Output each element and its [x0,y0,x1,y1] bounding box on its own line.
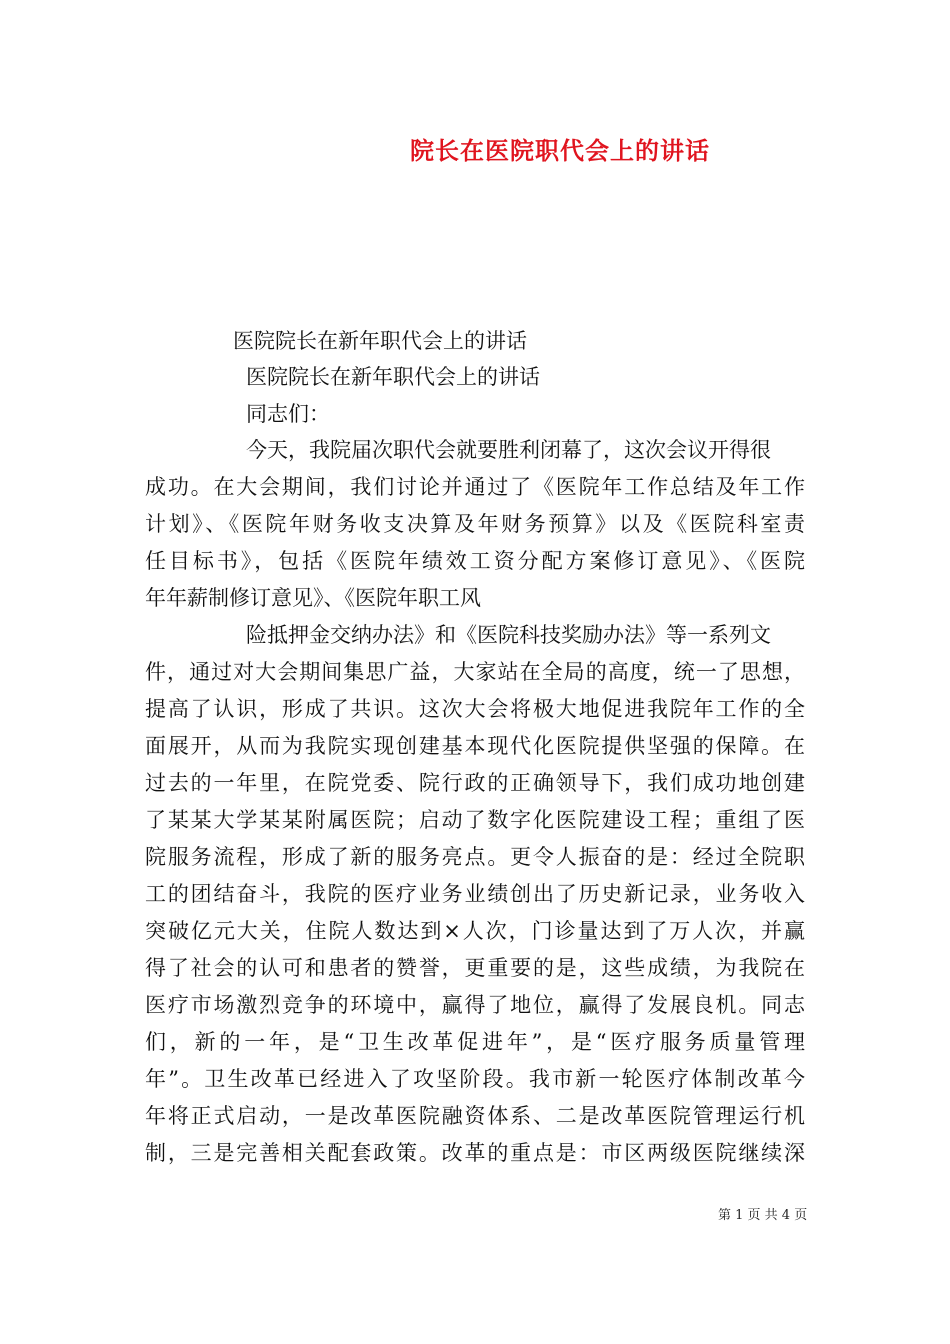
paragraph-1-line: 年年薪制修订意见》、《医院年职工风 [145,586,481,610]
paragraph-2-line: 工的团结奋斗，我院的医疗业务业绩创出了历史新记录，业务收入 [145,882,805,906]
document-title: 院长在医院职代会上的讲话 [410,136,710,165]
paragraph-2-line: 提高了认识，形成了共识。这次大会将极大地促进我院年工作的全 [145,697,805,721]
subtitle-line-2: 医院院长在新年职代会上的讲话 [246,365,540,389]
subtitle-line-1: 医院院长在新年职代会上的讲话 [233,329,527,353]
paragraph-2-line: 险抵押金交纳办法》和《医院科技奖励办法》等一系列文 [246,623,771,647]
paragraph-1-line: 成功。在大会期间，我们讨论并通过了《医院年工作总结及年工作 [145,475,805,499]
paragraph-2-line: 得了社会的认可和患者的赞誉，更重要的是，这些成绩，为我院在 [145,956,805,980]
paragraph-2-line: 们，新的一年，是“卫生改革促进年”，是“医疗服务质量管理 [145,1030,805,1054]
paragraph-1-line: 今天，我院届次职代会就要胜利闭幕了，这次会议开得很 [246,438,771,462]
paragraph-2-line: 件，通过对大会期间集思广益，大家站在全局的高度，统一了思想， [145,660,805,684]
paragraph-2-line: 医疗市场激烈竞争的环境中，赢得了地位，赢得了发展良机。同志 [145,993,805,1017]
paragraph-2-line: 过去的一年里，在院党委、院行政的正确领导下，我们成功地创建 [145,771,805,795]
paragraph-2-line: 制，三是完善相关配套政策。改革的重点是：市区两级医院继续深 [145,1141,805,1165]
paragraph-2-line: 突破亿元大关，住院人数达到×人次，门诊量达到了万人次，并赢 [145,919,805,943]
greeting-line: 同志们： [246,402,330,426]
page-footer: 第 1 页 共 4 页 [718,1208,808,1223]
paragraph-1-line: 计划》、《医院年财务收支决算及年财务预算》以及《医院科室责 [145,512,805,536]
paragraph-2-line: 面展开，从而为我院实现创建基本现代化医院提供坚强的保障。在 [145,734,805,758]
paragraph-2-line: 年”。卫生改革已经进入了攻坚阶段。我市新一轮医疗体制改革今 [145,1067,805,1091]
paragraph-2-line: 年将正式启动，一是改革医院融资体系、二是改革医院管理运行机 [145,1104,805,1128]
paragraph-2-line: 院服务流程，形成了新的服务亮点。更令人振奋的是：经过全院职 [145,845,805,869]
paragraph-1-line: 任目标书》，包括《医院年绩效工资分配方案修订意见》、《医院 [145,549,805,573]
paragraph-2-line: 了某某大学某某附属医院；启动了数字化医院建设工程；重组了医 [145,808,805,832]
